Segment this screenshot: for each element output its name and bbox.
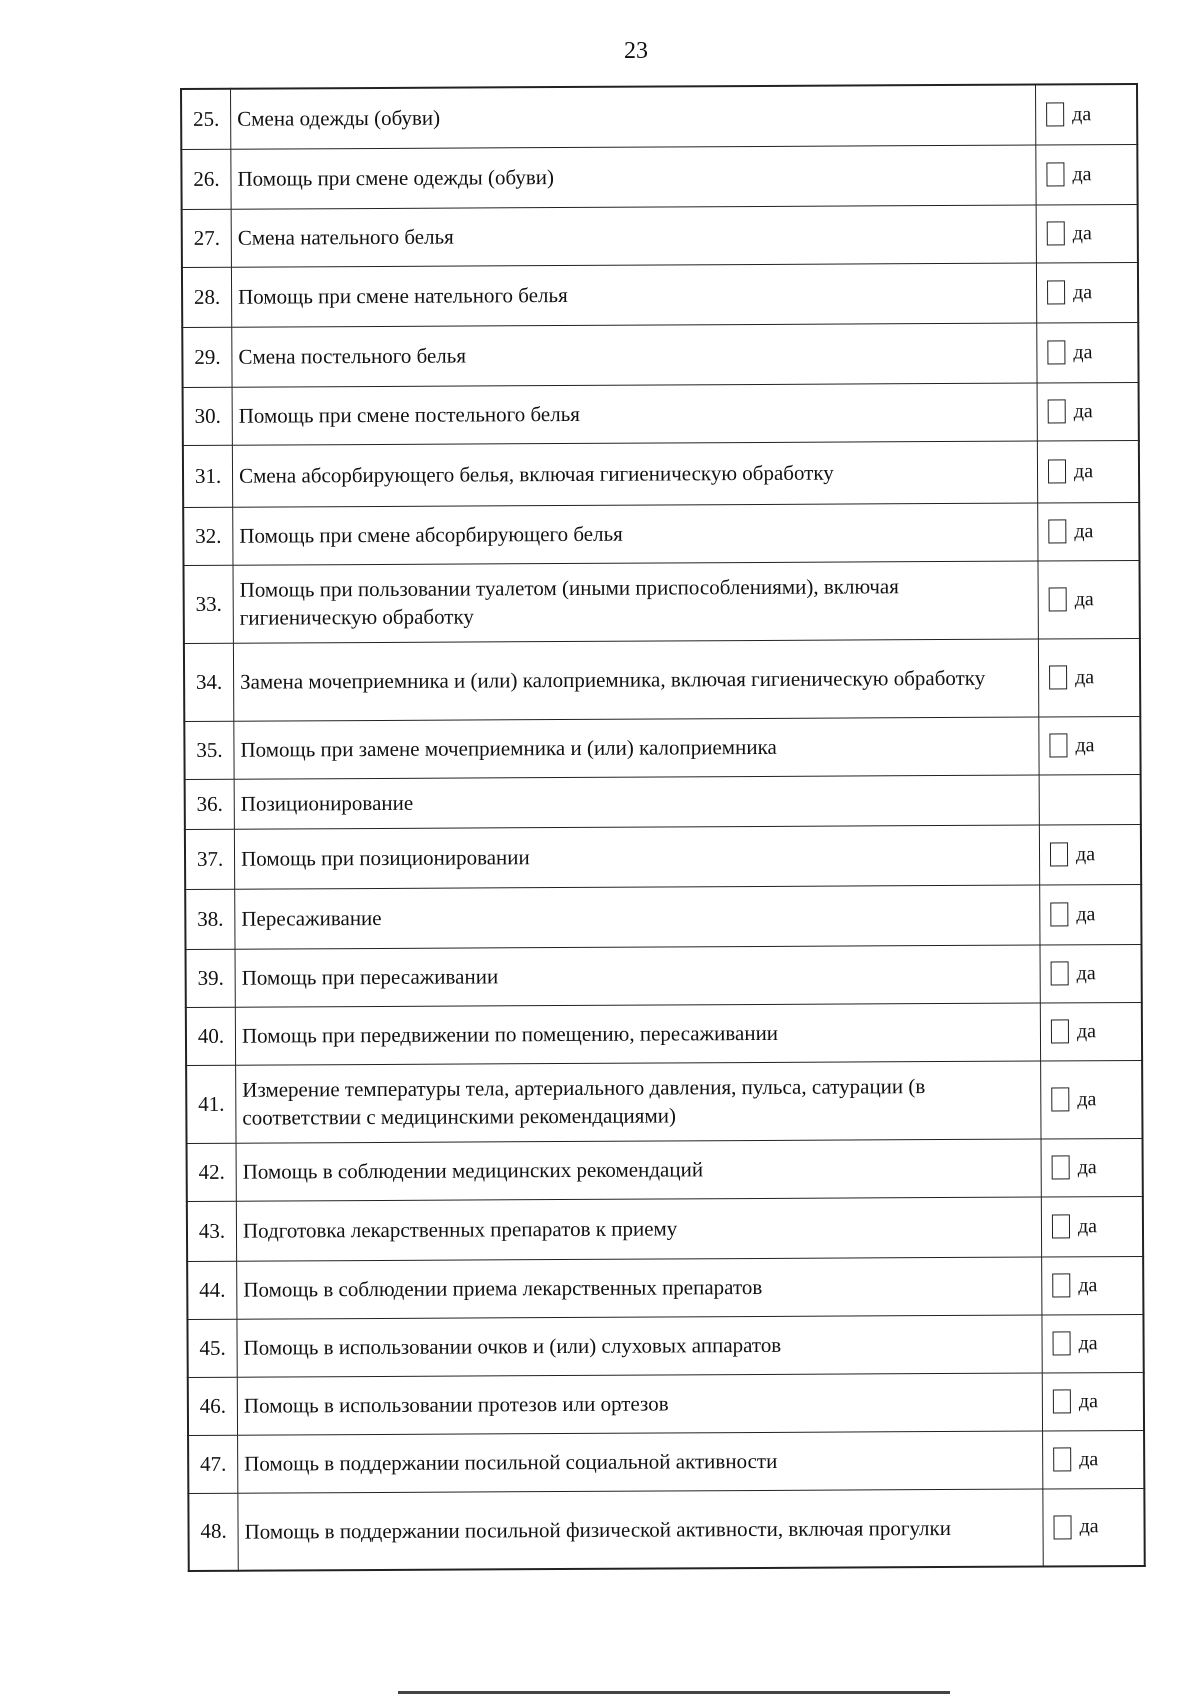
checkbox-wrapper[interactable] [1037,221,1137,246]
table-row [183,440,1139,507]
checkbox-label: да [1076,902,1096,925]
checkbox-label: да [1072,102,1092,126]
table-row [183,560,1139,643]
row-number: 33. [183,565,233,643]
checkbox-label: да [1074,587,1094,610]
row-number: 27. [182,209,232,267]
row-number: 31. [183,445,233,507]
table-row [184,638,1140,721]
table-row [185,824,1141,889]
checkbox-wrapper[interactable] [1038,459,1138,484]
checkbox-label: да [1077,1155,1097,1178]
checkbox-label: да [1075,665,1095,688]
row-check-cell [1036,204,1138,263]
row-check-cell [1041,1138,1143,1197]
row-number: 36. [185,779,235,829]
checkbox-wrapper[interactable] [1040,842,1140,867]
checkbox-wrapper[interactable] [1041,1087,1141,1112]
checkbox-label: да [1078,1389,1099,1412]
table-row [181,84,1137,149]
row-text: Позиционирование [234,775,1039,829]
checkbox-label: да [1073,340,1093,363]
checkbox[interactable] [1053,1389,1071,1413]
row-check-cell [1037,382,1139,441]
checkbox-label: да [1078,1273,1098,1296]
page-number: 23 [624,38,648,64]
row-text: Пересаживание [235,885,1040,949]
table-row [188,1372,1144,1435]
row-number: 34. [184,643,234,721]
row-check-cell [1038,502,1140,561]
checkbox[interactable] [1051,961,1069,985]
table-row [188,1488,1144,1571]
row-text: Помощь в использовании протезов или ортезов [237,1373,1042,1435]
row-check-cell [1042,1314,1144,1373]
checkbox-wrapper[interactable] [1037,340,1137,365]
checkbox[interactable] [1048,459,1066,483]
checkbox-wrapper[interactable] [1038,519,1138,544]
row-text: Помощь при замене мочеприемника и (или) калоприемника [234,717,1039,779]
checkbox-wrapper[interactable] [1036,162,1136,187]
row-number: 48. [188,1493,238,1571]
checkbox-wrapper[interactable] [1039,733,1139,758]
row-text: Смена абсорбирующего белья, включая гигиеническую обработку [232,441,1037,507]
table-row [183,502,1139,565]
table-row [184,716,1140,779]
checkbox-label: да [1079,1515,1099,1538]
checkbox[interactable] [1053,1515,1071,1539]
row-check-cell [1039,774,1141,825]
row-check-cell [1039,716,1141,775]
checkbox-wrapper[interactable] [1042,1214,1142,1239]
checkbox-wrapper[interactable] [1041,961,1141,986]
row-text: Смена нательного белья [231,205,1036,267]
checkbox[interactable] [1046,162,1064,186]
row-number: 26. [181,149,231,209]
table-row [183,382,1139,445]
checkbox[interactable] [1047,340,1065,364]
checkbox-label: да [1073,459,1094,482]
checkbox[interactable] [1046,103,1064,127]
row-check-cell [1039,824,1141,885]
row-check-cell [1038,560,1140,639]
row-text: Помощь при смене постельного белья [232,383,1037,445]
table-row [185,884,1141,949]
table-row [187,1196,1143,1261]
row-text: Помощь при пользовании туалетом (иными приспособлениями), включая гигиеническую обработку [233,561,1038,643]
checkbox[interactable] [1050,842,1068,866]
row-check-cell [1038,638,1140,717]
checkbox-label: да [1077,1214,1098,1237]
row-text: Помощь в поддержании посильной физической активности, включая прогулки [238,1489,1043,1571]
row-text: Помощь при пересаживании [235,945,1040,1007]
row-check-cell [1036,144,1138,205]
table-row [185,774,1141,829]
row-number: 46. [188,1377,238,1435]
row-text: Помощь при позиционировании [234,825,1039,889]
row-check-cell [1043,1430,1145,1489]
row-text: Помощь в поддержании посильной социальной активности [238,1431,1043,1493]
row-number: 30. [183,387,233,445]
checkbox[interactable] [1048,399,1066,423]
row-number: 47. [188,1435,238,1493]
checkbox-wrapper[interactable] [1043,1447,1143,1472]
checkbox[interactable] [1052,1155,1070,1179]
checkbox[interactable] [1048,519,1066,543]
checkbox-label: да [1076,961,1096,984]
row-number: 41. [186,1065,236,1143]
checkbox[interactable] [1049,587,1067,611]
row-check-cell [1036,262,1138,323]
row-check-cell [1040,1002,1142,1061]
checkbox-label: да [1073,280,1093,303]
checkbox[interactable] [1049,665,1067,689]
row-number: 44. [187,1261,237,1319]
checkbox[interactable] [1052,1273,1070,1297]
table-row [182,204,1138,267]
row-check-cell [1040,884,1142,945]
row-number: 37. [185,829,235,889]
checkbox-wrapper[interactable] [1041,1019,1141,1044]
row-number: 43. [187,1201,237,1261]
table-row [186,944,1142,1007]
checkbox-wrapper[interactable] [1043,1389,1143,1414]
row-text: Смена одежды (обуви) [231,85,1036,149]
checkbox-label: да [1078,1331,1098,1354]
checkbox-wrapper[interactable] [1043,1515,1143,1540]
checkbox-label: да [1073,399,1093,422]
table-row [187,1256,1143,1319]
row-check-cell [1041,1196,1143,1257]
row-number: 29. [182,327,232,387]
checkbox[interactable] [1047,280,1065,304]
checkbox[interactable] [1053,1447,1071,1471]
checkbox-label: да [1077,1087,1097,1110]
checkbox[interactable] [1051,1019,1069,1043]
checkbox-wrapper[interactable] [1042,1155,1142,1180]
row-check-cell [1035,84,1137,145]
row-number: 45. [187,1319,237,1377]
row-text: Помощь в соблюдении приема лекарственных препаратов [237,1257,1042,1319]
checkbox-wrapper[interactable] [1036,102,1136,127]
checkbox-wrapper[interactable] [1043,1331,1143,1356]
row-text: Помощь в соблюдении медицинских рекомендаций [236,1139,1041,1201]
row-check-cell [1043,1488,1145,1567]
checkbox-wrapper[interactable] [1039,665,1139,690]
table-row [188,1430,1144,1493]
row-number: 32. [183,507,233,565]
row-check-cell [1041,1060,1143,1139]
row-text: Помощь при смене одежды (обуви) [231,145,1036,209]
row-check-cell [1037,440,1139,503]
row-text: Помощь при смене абсорбирующего белья [233,503,1038,565]
table-row [187,1314,1143,1377]
row-check-cell [1042,1256,1144,1315]
row-number: 42. [187,1143,237,1201]
row-number: 38. [185,889,235,949]
row-text: Помощь при смене нательного белья [231,263,1036,327]
checkbox[interactable] [1050,902,1068,926]
table-row [182,322,1138,387]
table-row [186,1060,1142,1143]
checkbox[interactable] [1047,221,1065,245]
checkbox-wrapper[interactable] [1040,902,1140,927]
row-number: 25. [181,89,231,149]
checkbox-label: да [1074,519,1094,542]
table-row [187,1138,1143,1201]
row-text: Помощь при передвижении по помещению, пересаживании [235,1003,1040,1065]
row-number: 40. [186,1007,236,1065]
checkbox-label: да [1072,221,1092,244]
row-number: 35. [184,721,234,779]
row-text: Смена постельного белья [232,323,1037,387]
checkbox-label: да [1079,1447,1099,1470]
checkbox[interactable] [1051,1087,1069,1111]
checkbox-wrapper[interactable] [1038,399,1138,424]
row-text: Измерение температуры тела, артериального давления, пульса, сатурации (в соответствии с медицинскими рекомендациями) [236,1061,1041,1143]
table-row [182,262,1138,327]
checkbox[interactable] [1049,733,1067,757]
row-check-cell [1042,1372,1144,1431]
row-number: 39. [186,949,236,1007]
checkbox[interactable] [1052,1214,1070,1238]
checkbox-label: да [1076,1019,1097,1042]
row-text: Замена мочеприемника и (или) калоприемника, включая гигиеническую обработку [233,639,1038,721]
row-check-cell [1040,944,1142,1003]
checkbox-wrapper[interactable] [1039,587,1139,612]
row-number: 28. [182,267,232,327]
checkbox-wrapper[interactable] [1042,1273,1142,1298]
checkbox-wrapper[interactable] [1037,280,1137,305]
row-text: Подготовка лекарственных препаратов к приему [236,1197,1041,1261]
checkbox[interactable] [1053,1331,1071,1355]
checklist-table [180,83,1146,1572]
scan-line [398,1691,950,1694]
row-check-cell [1037,322,1139,383]
checkbox-label: да [1075,733,1095,756]
table-row [181,144,1137,209]
checkbox-label: да [1075,842,1096,865]
checkbox-label: да [1072,162,1092,185]
row-text: Помощь в использовании очков и (или) слуховых аппаратов [237,1315,1042,1377]
table-row [186,1002,1142,1065]
